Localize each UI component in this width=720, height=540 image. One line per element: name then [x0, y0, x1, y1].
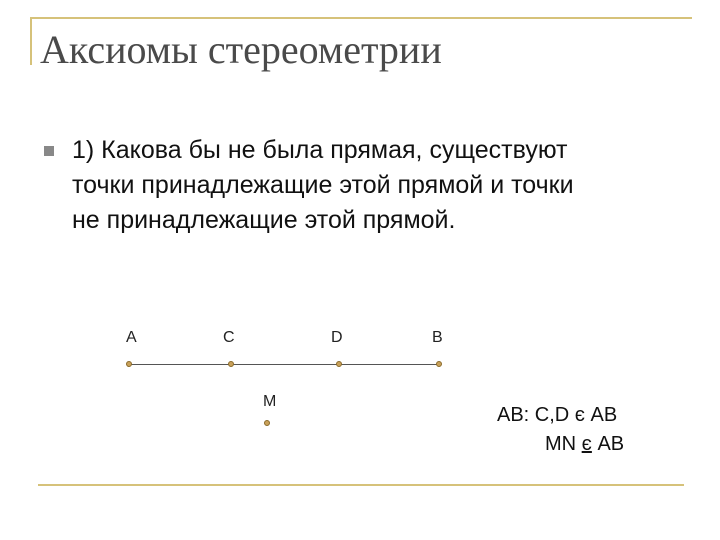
- label-point-m: M: [263, 393, 277, 410]
- label-point-b: B: [432, 329, 443, 346]
- point-a: [126, 361, 132, 367]
- frame-bottom-line: [38, 484, 684, 486]
- note-line-2: [545, 432, 624, 456]
- point-b: [436, 361, 442, 367]
- body-line-2: точки принадлежащие этой прямой и точки: [72, 171, 574, 199]
- note-line-2-suffix: AB: [591, 433, 625, 455]
- body-line-3: не принадлежащие этой прямой.: [72, 206, 456, 234]
- body-line-1: 1) Какова бы не была прямая, существуют: [72, 136, 568, 164]
- label-point-a: A: [126, 329, 137, 346]
- point-c: [228, 361, 234, 367]
- bullet-square-icon: [44, 146, 54, 156]
- note-line-1: AB: C,D є AB: [497, 404, 618, 426]
- point-m: [264, 420, 270, 426]
- body-text: [72, 133, 702, 238]
- not-element-of-symbol: є: [581, 433, 592, 455]
- segment-ab: [129, 364, 439, 365]
- frame-top-line: [30, 17, 692, 19]
- label-point-c: C: [223, 329, 235, 346]
- slide-title: Аксиомы стереометрии: [40, 27, 442, 72]
- note-line-2-prefix: MN: [545, 433, 582, 455]
- frame-left-line: [30, 17, 32, 65]
- point-d: [336, 361, 342, 367]
- label-point-d: D: [331, 329, 343, 346]
